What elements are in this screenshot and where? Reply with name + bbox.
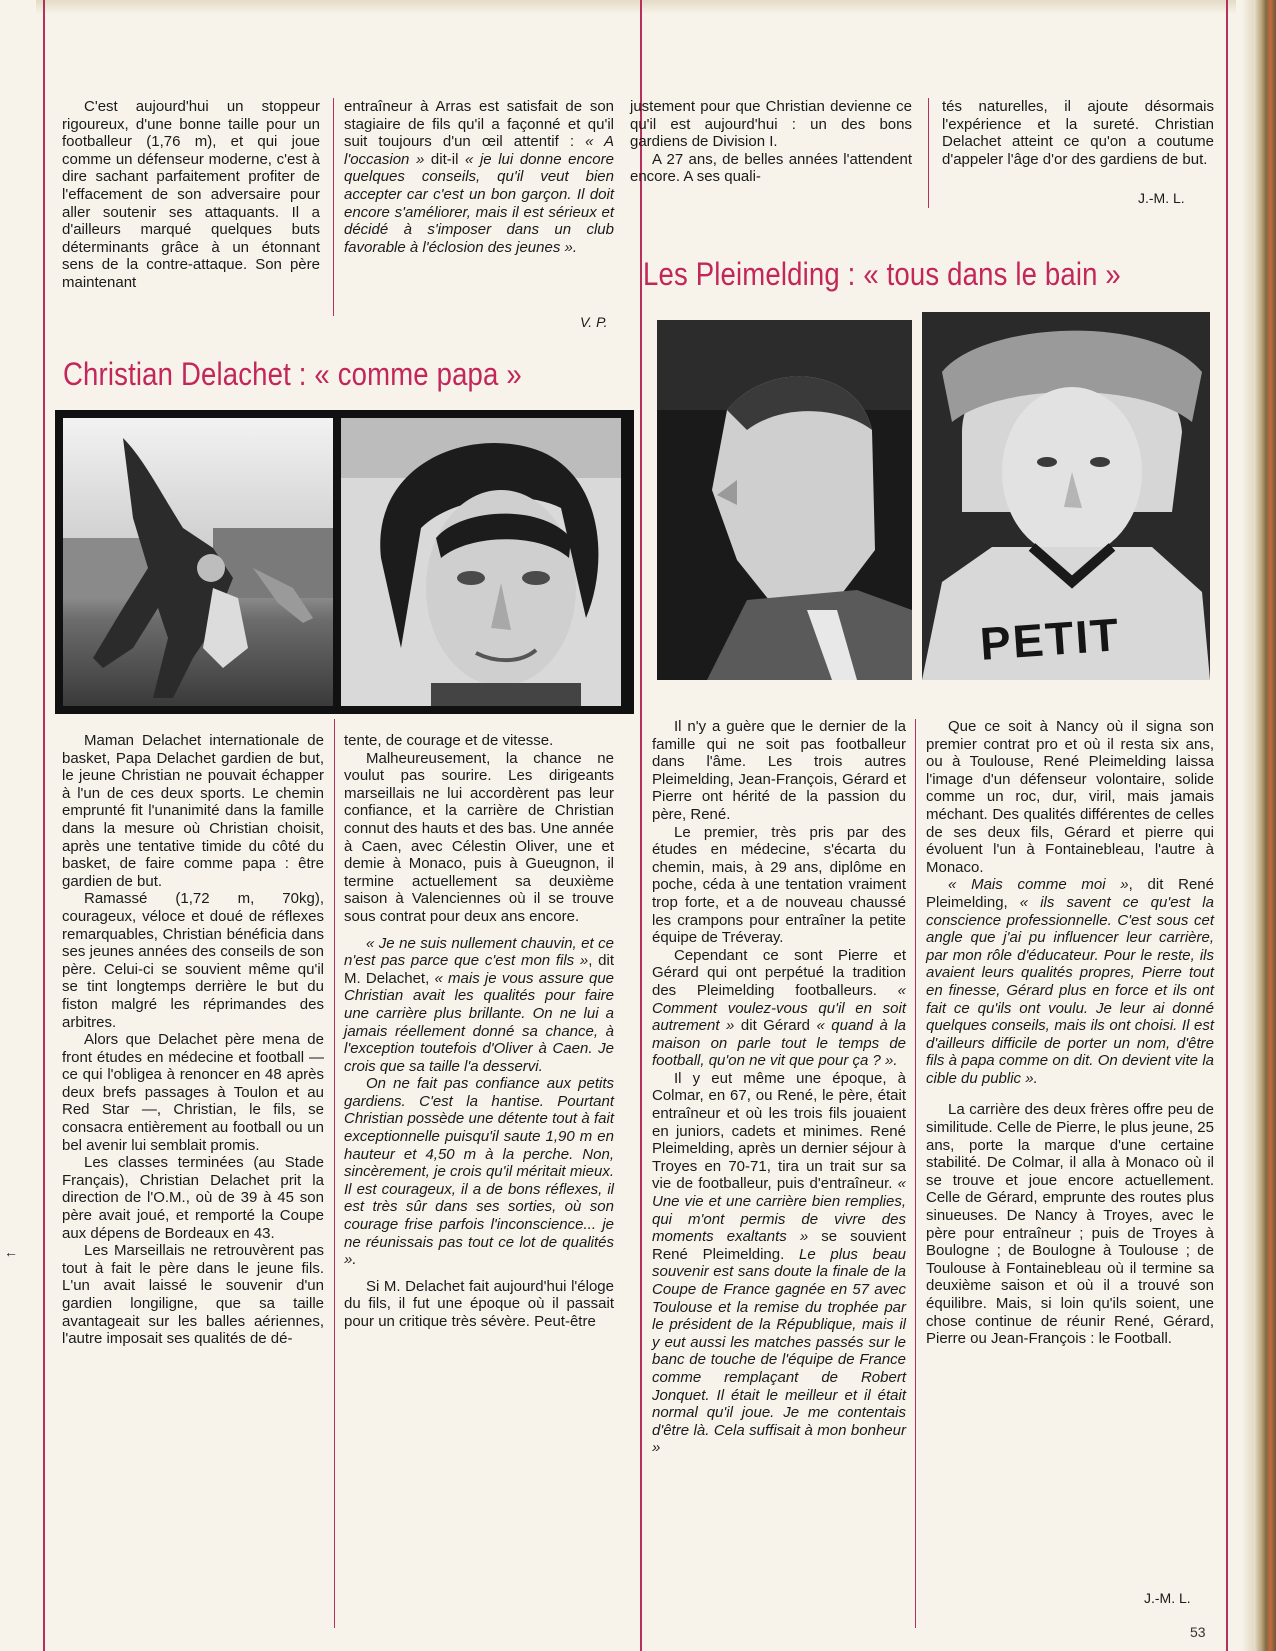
delachet-action-photo [63, 418, 333, 706]
page-number: 53 [1190, 1624, 1206, 1640]
page-gutter-shadow [1242, 0, 1254, 1651]
delachet-photo-frame [55, 410, 634, 714]
delachet-col2 [344, 732, 614, 1331]
delachet-col1-p5: Les Marseillais ne retrouvèrent pas tout à fait le père dans le jeune fils. L'un avait laissé le souvenir d'un gardien longiligne, que sa taille avantageait sur les balles aériennes, l'autre imposait ses qualités de dé- [62, 1242, 324, 1348]
pleimelding-quote-5: « Mais comme moi » [948, 876, 1129, 894]
column-rule-top-right [928, 98, 929, 208]
vertical-rule-center [640, 0, 642, 1651]
article-top-col1: C'est aujourd'hui un stoppeur rigoureux, d'une bonne taille pour un footballeur (1,76 m), et qui joue comme un défenseur moderne, c'est à dire sachant parfaitement profiter de l'effacement de son adversaire pour aller soutenir ses attaquants. Il a d'ailleurs marqué quelques buts déterminants grâce à un étonnant sens de la contre-attaque. Son père maintenant [62, 98, 320, 291]
pleimelding-quote-4: Le plus beau souvenir est sans doute la finale de la Coupe de France gagnée en 57 avec Toulouse et la remise du trophée par le président de la République, mais il y eut aussi les matches passés sur le banc de touche de l'équipe de France comme remplaçant de Robert Jonquet. Il était le meilleur et il était normal qu'il joue. Je me contentais d'être là. Cela suffisait à mon bonheur » [652, 1245, 906, 1457]
delachet-col1-p4: Les classes terminées (au Stade Français), Christian Delachet prit la direction de l'O.M., où de 39 à 45 son père avait joué, et remporté la Coupe aux dépens de Bordeaux en 43. [62, 1154, 324, 1242]
column-rule-bottom-right [915, 719, 916, 1628]
headline-pleimelding: Les Pleimelding : « tous dans le bain » [643, 256, 1121, 292]
pleimelding-col1-p2: Le premier, très pris par des études en médecine, s'écarta du chemin, mais, à 29 ans, diplôme en poche, céda à une tentation vraiment trop forte, et a de nouveau chaussé les crampons pour entraîner la petite équipe de Tréveray. [652, 823, 906, 947]
article-top-quote-1: « A l'occasion » [344, 133, 614, 168]
article-top-signature: V. P. [580, 314, 608, 330]
pleimelding-col2-p1: Que ce soit à Nancy où il signa son premier contrat pro et où il resta six ans, ou à Toulouse, René Pleimelding laissa l'image d'un défenseur volontaire, solide comme un roc, dur, viril, mais jamais méchant. Des qualités différentes de celles de ses deux fils, Gérard et pierre qui évoluent l'un à Fontainebleau, l'autre à Monaco. [926, 718, 1214, 876]
pleimelding-col1-p3-mid: dit Gérard [734, 1017, 817, 1035]
page-top-fold [36, 0, 1236, 14]
pleimelding-col1-p4-a: Il y eut même une époque, à Colmar, en 67, ou René, le père, était entraîneur et où les trois fils jouaient en juniors, cadets et minimes. René Pleimelding, après un dernier séjour à Troyes en 70-71, tira un trait sur sa vie de footballeur, puis d'entraîneur. [652, 1069, 906, 1193]
delachet-quote-2: « mais je vous assure que Christian avait les qualités pour faire une carrière plus brillante. On ne lui a jamais réellement donné sa chance, à l'exception toutefois d'Oliver à Caen. Je crois que sa taille l'a desservi. [344, 969, 614, 1075]
pleimelding-photo-frame [650, 312, 1210, 688]
delachet-end-p2: A 27 ans, de belles années l'attendent encore. A ses quali- [630, 150, 912, 186]
pleimelding-col1-p1: Il n'y a guère que le dernier de la famille qui ne soit pas footballeur dans l'âme. Les trois autres Pleimelding, Jean-François, Gérard et Pierre ont hérité de la passion du père, René. [652, 718, 906, 823]
delachet-end-col2: tés naturelles, il ajoute désormais l'expérience et la sureté. Christian Delachet atteint ce qu'on a coutume d'appeler l'âge d'or des gardiens de but. [942, 98, 1214, 168]
delachet-col2-p1: tente, de courage et de vitesse. [344, 732, 554, 749]
delachet-end-p1: justement pour que Christian devienne ce qu'il est aujourd'hui : un des bons gardiens de Division I. [630, 98, 912, 151]
vertical-rule-left [43, 0, 45, 1651]
pleimelding-col2 [926, 718, 1214, 1348]
delachet-end-signature: J.-M. L. [1138, 190, 1185, 206]
pleimelding-quote-2: « quand à la maison on parle tout le temps de football, qu'on ne vit que pour ça ? ». [652, 1017, 907, 1070]
article-top-col2 [344, 98, 614, 256]
pleimelding-col1 [652, 718, 906, 1457]
delachet-end-col1 [630, 98, 912, 186]
delachet-portrait-photo [341, 418, 621, 706]
rene-pleimelding-photo [657, 320, 912, 680]
article-top-quote-2: « je lui donne encore quelques conseils, qu'il veut bien accepter car c'est un bon garçon. Il doit encore s'améliorer, mais il est sérieux et décidé à s'imposer dans un club favorable à l'éclosion des jeunes ». [344, 150, 614, 256]
left-margin-mark: ← [4, 1244, 18, 1260]
delachet-col2-p3-mid: , dit M. Delachet, [344, 952, 614, 987]
pleimelding-quote-6: « ils savent ce qu'est la conscience professionnelle. C'est sous cet angle que j'ai pu influencer leur carrière, par mon rôle d'éducateur. Pour le reste, ils avaient leurs qualités propres, Pierre tout en finesse, Gérard plus en force et ils ont fait ce qu'ils ont voulu. Je leur ai donné quelques conseils, mais ils ont choisi. Il est d'ailleurs difficile de porter un nom, d'être fils à papa comme on dit. On devient vite la cible du public ». [926, 893, 1214, 1087]
column-rule-top-left [333, 98, 334, 316]
pleimelding-col2-p2 [926, 876, 1214, 1087]
pleimelding-col2-p3: La carrière des deux frères offre peu de similitude. Celle de Pierre, le plus jeune, 25 ans, porte la marque d'une certaine stabilité. De Colmar, il alla à Monaco où il se trouve et joue encore actuellement. Celle de Gérard, emprunte des routes plus sinueuses. De Nancy à Troyes, avec le père pour entraîneur ; puis de Troyes à Boulogne ; de Boulogne à Toulouse ; de Toulouse à Fontainebleau où il termine sa deuxième saison et où il a trouvé son équilibre. Mais, si loin qu'ils soient, une chose continue de réunir René, Gérard, Pierre ou Jean-François : le Football. [926, 1101, 1214, 1348]
shirt-lettering: PETIT [978, 608, 1122, 670]
article-top-col2-mid: dit-il [424, 150, 466, 168]
pleimelding-quote-3: « Une vie et une carrière bien remplies, qui m'ont permis de vivre des moments exaltants » [652, 1175, 906, 1246]
delachet-col1-p2: Ramassé (1,72 m, 70kg), courageux, véloce et doué de réflexes remarquables, Christian bénéficia dans ses jeunes années des conseils de son père. Celui-ci se souvient même qu'il se tint longtemps derrière le but du fiston malgré les réprimandes des arbitres. [62, 890, 324, 1031]
delachet-col1 [62, 732, 324, 1348]
delachet-col2-p4: On ne fait pas confiance aux petits gardiens. C'est la hantise. Pourtant Christian possède une détente tout à fait exceptionnelle puisqu'il saute 1,90 m en hauteur et 4,50 m à la perche. Non, sincèrement, je crois qu'il méritait mieux. Il est courageux, il a de bons réflexes, il est très sûr dans ses sorties, où son courage frise parfois l'inconscience... je ne réunissais pas tout ce lot de qualités ». [344, 1075, 614, 1269]
delachet-quote-1: « Je ne suis nullement chauvin, et ce n'est pas parce que c'est mon fils » [344, 934, 614, 970]
pleimelding-quote-1: « Comment voulez-vous qu'il en soit autrement » [652, 981, 906, 1035]
delachet-col1-p3: Alors que Delachet père mena de front études en médecine et football — ce qui l'obligea à renoncer en 48 après deux brefs passages à Toulon et au Red Star —, Christian, le fils, se consacra entièrement au football ou un bel avenir lui semblait promis. [62, 1031, 324, 1154]
page-edge [1254, 0, 1276, 1651]
delachet-col2-p3 [344, 935, 614, 1076]
headline-delachet: Christian Delachet : « comme papa » [63, 356, 522, 392]
pleimelding-col1-p3 [652, 947, 906, 1070]
delachet-col2-p5: Si M. Delachet fait aujourd'hui l'éloge du fils, il fut une époque où il passait pour un critique très sévère. Peut-être [344, 1277, 614, 1330]
delachet-col2-p2: Malheureusement, la chance ne voulut pas sourire. Les dirigeants marseillais ne lui accordèrent pas leur confiance, et la carrière de Christian connut des hauts et des bas. Une année à Caen, avec Célestin Oliver, une et demie à Monaco, puis à Gueugnon, il termine actuellement sa deuxième saison à Valenciennes où il se trouve sous contrat pour deux ans encore. [344, 749, 614, 925]
pleimelding-col1-p4-mid: se souvient René Pleimelding. [652, 1228, 906, 1263]
pleimelding-signature: J.-M. L. [1144, 1590, 1191, 1606]
gerard-pleimelding-photo [922, 312, 1210, 680]
article-top-col2-text: entraîneur à Arras est satisfait de son stagiaire de fils qu'il a façonné et qu'il suit toujours d'un œil attentif : [344, 98, 614, 151]
vertical-rule-right [1226, 0, 1228, 1651]
column-rule-bottom-left [334, 719, 335, 1628]
pleimelding-col1-p3-a: Cependant ce sont Pierre et Gérard qui ont perpétué la tradition des Pleimelding footballeurs. [652, 946, 906, 999]
pleimelding-col1-p4 [652, 1070, 906, 1457]
pleimelding-col2-p2-mid: , dit René Pleimelding, [926, 876, 1214, 911]
delachet-col1-p1: Maman Delachet internationale de basket, Papa Delachet gardien de but, le jeune Christian ne pouvait échapper à l'un de ces deux sports. Le chemin emprunté fit l'unanimité dans la famille dans la mesure où Christian choisit, après une tentative timide du côté du basket, de faire comme papa : être gardien de but. [62, 732, 324, 890]
